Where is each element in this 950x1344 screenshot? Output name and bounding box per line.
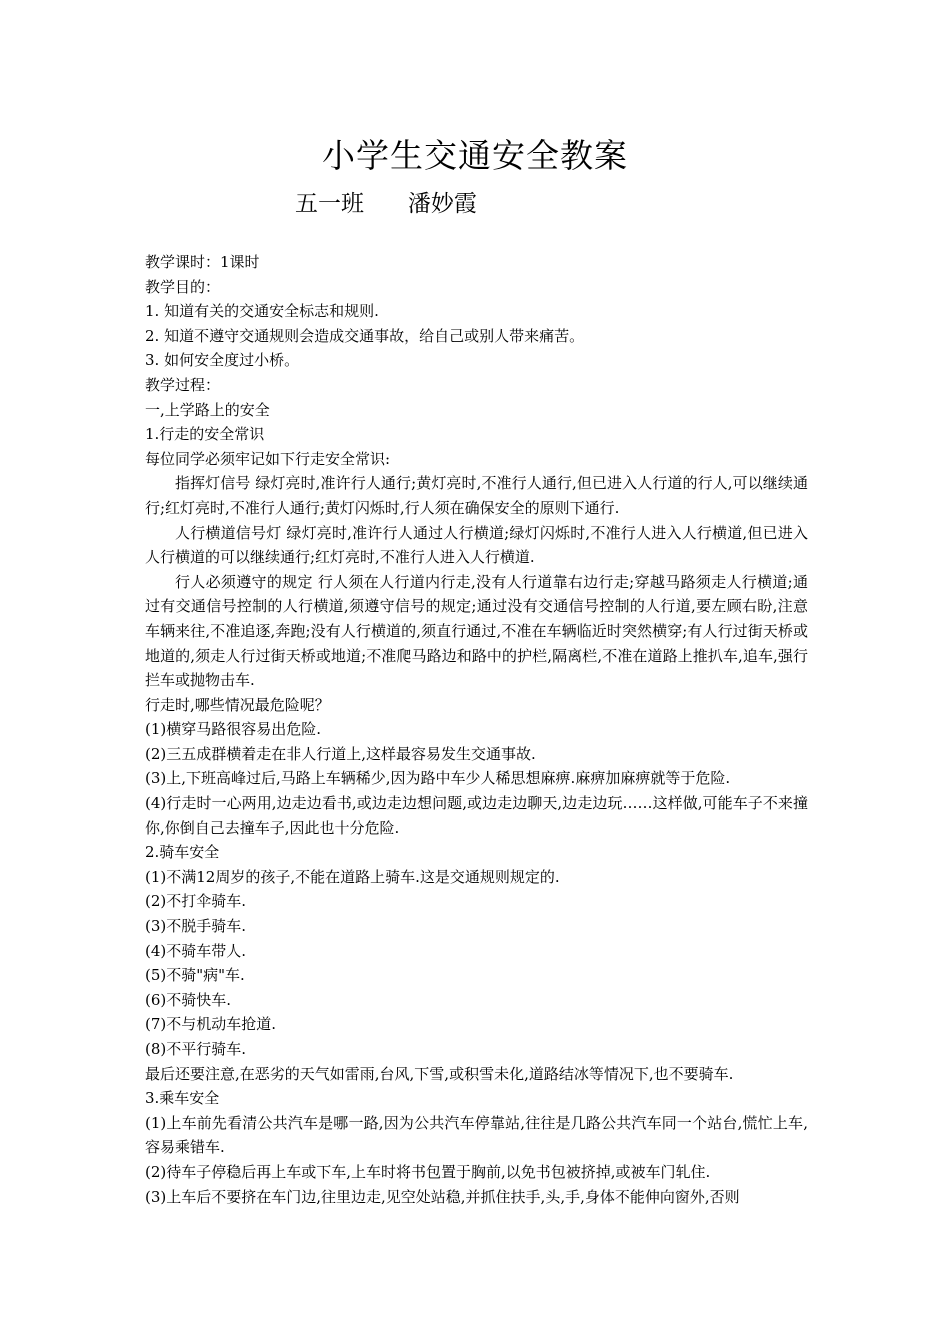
paragraph: (2)待车子停稳后再上车或下车,上车时将书包置于胸前,以免书包被挤掉,或被车门轧住. — [145, 1162, 711, 1181]
paragraph: (3)不脱手骑车. — [145, 917, 247, 936]
paragraph: 行人必须遵守的规定 行人须在人行道内行走,没有人行道靠右边行走;穿越马路须走人行横道;通过有交通信号控制的人行横道,须遵守信号的规定;通过没有交通信号控制的人行道,要左顾右盼,注意车辆来往,不准追逐,奔跑;没有人行横道的,须直行通过,不准在车辆临近时突然横穿;有人行过街天桥或地道的,须走人行过街天桥或地道;不准爬马路边和路中的护栏,隔离栏,不准在道路上推扒车,追车,强行拦车或抛物击车. — [145, 572, 808, 690]
paragraph: 人行横道信号灯 绿灯亮时,准许行人通过人行横道;绿灯闪烁时,不准行人进入人行横道,但已进入人行横道的可以继续通行;红灯亮时,不准行人进入人行横道. — [145, 523, 808, 567]
paragraph: (4)不骑车带人. — [145, 941, 247, 960]
paragraph: 2.骑车安全 — [145, 843, 220, 862]
paragraph: 2. 知道不遵守交通规则会造成交通事故，给自己或别人带来痛苦。 — [145, 326, 585, 345]
paragraph: (4)行走时一心两用,边走边看书,或边走边想问题,或边走边聊天,边走边玩……这样做,可能车子不来撞你,你倒自己去撞车子,因此也十分危险. — [145, 794, 808, 837]
paragraph: (2)不打伞骑车. — [145, 892, 247, 911]
paragraph: 教学过程： — [145, 375, 221, 394]
document-body — [145, 250, 808, 1209]
paragraph: (8)不平行骑车. — [145, 1040, 247, 1058]
paragraph: 每位同学必须牢记如下行走安全常识: — [145, 449, 391, 468]
paragraph: 行走时,哪些情况最危险呢？ — [145, 695, 330, 714]
paragraph: (3)上,下班高峰过后,马路上车辆稀少,因为路中车少人稀思想麻痹.麻痹加麻痹就等于危险. — [145, 769, 731, 788]
paragraph: (1)不满12周岁的孩子,不能在道路上骑车.这是交通规则规定的. — [145, 867, 560, 886]
paragraph: 1.行走的安全常识 — [145, 425, 265, 444]
paragraph: 教学课时：1课时 — [145, 253, 260, 271]
paragraph: (3)上车后不要挤在车门边,往里边走,见空处站稳,并抓住扶手,头,手,身体不能伸向窗外,否则 — [145, 1187, 740, 1206]
paragraph: (5)不骑"病"车. — [145, 966, 245, 985]
paragraph: (6)不骑快车. — [145, 990, 232, 1009]
document-title: 小学生交通安全教案 — [322, 136, 628, 175]
paragraph: 教学目的： — [145, 277, 221, 296]
paragraph: (2)三五成群横着走在非人行道上,这样最容易发生交通事故. — [145, 744, 536, 763]
document-subtitle: 五一班 潘妙霞 — [295, 191, 477, 217]
paragraph: 一,上学路上的安全 — [145, 400, 270, 419]
paragraph: 1. 知道有关的交通安全标志和规则. — [145, 302, 379, 321]
paragraph: (1)上车前先看清公共汽车是哪一路,因为公共汽车停靠站,往往是几路公共汽车同一个站台,慌忙上车,容易乘错车. — [145, 1113, 808, 1157]
paragraph: 3. 如何安全度过小桥。 — [145, 351, 300, 370]
paragraph: 指挥灯信号 绿灯亮时,准许行人通行;黄灯亮时,不准行人通行,但已进入人行道的行人,可以继续通行;红灯亮时,不准行人通行;黄灯闪烁时,行人须在确保安全的原则下通行. — [145, 474, 808, 517]
paragraph: (7)不与机动车抢道. — [145, 1015, 277, 1034]
paragraph: 最后还要注意,在恶劣的天气如雷雨,台风,下雪,或积雪未化,道路结冰等情况下,也不要骑车. — [145, 1064, 734, 1083]
paragraph: (1)横穿马路很容易出危险. — [145, 720, 322, 739]
paragraph: 3.乘车安全 — [145, 1089, 220, 1108]
